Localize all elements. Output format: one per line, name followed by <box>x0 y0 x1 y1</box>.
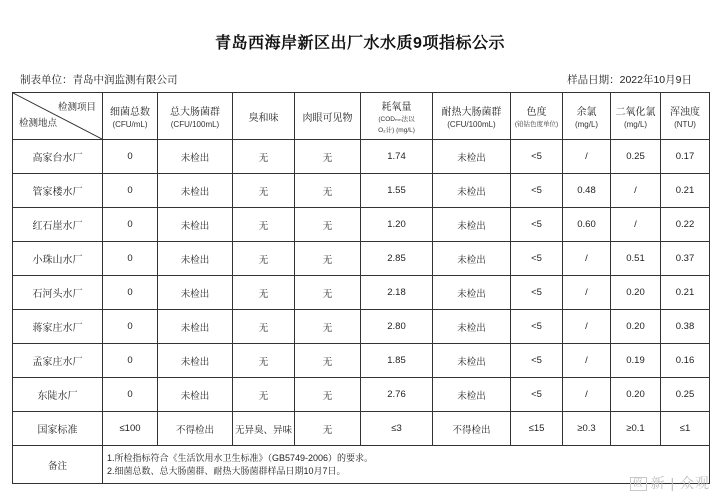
value-cell: 无 <box>295 174 361 208</box>
value-cell: 不得检出 <box>433 412 511 446</box>
value-cell: 1.55 <box>361 174 433 208</box>
value-cell: 未检出 <box>158 276 233 310</box>
value-cell: 未检出 <box>433 344 511 378</box>
value-cell: <5 <box>511 378 563 412</box>
table-row <box>13 310 710 344</box>
value-cell: / <box>611 174 661 208</box>
note-label: 备注 <box>13 446 103 484</box>
value-cell: 0.38 <box>661 310 710 344</box>
value-cell: 无 <box>295 140 361 174</box>
value-cell: 未检出 <box>158 310 233 344</box>
location-cell: 蒋家庄水厂 <box>13 310 103 344</box>
location-cell: 东陡水厂 <box>13 378 103 412</box>
value-cell: 不得检出 <box>158 412 233 446</box>
value-cell: 未检出 <box>158 378 233 412</box>
value-cell: 0.21 <box>661 174 710 208</box>
value-cell: 未检出 <box>433 276 511 310</box>
value-cell: 0 <box>103 310 158 344</box>
header-row <box>13 93 710 140</box>
value-cell: 无 <box>295 344 361 378</box>
value-cell: 0.60 <box>563 208 611 242</box>
page-title: 青岛西海岸新区出厂水水质9项指标公示 <box>215 35 505 52</box>
header-oxygen-consumption: 耗氧量 (CODₘₙ法以 O₂计) (mg/L) <box>361 93 433 140</box>
table-row <box>13 208 710 242</box>
value-cell: 0.21 <box>661 276 710 310</box>
value-cell: 0 <box>103 242 158 276</box>
value-cell: 0.20 <box>611 276 661 310</box>
watermark <box>630 473 710 493</box>
header-bacteria: 细菌总数 (CFU/mL) <box>103 93 158 140</box>
value-cell: 2.85 <box>361 242 433 276</box>
value-cell: 0.48 <box>563 174 611 208</box>
header-residual-chlorine: 余氯 (mg/L) <box>563 93 611 140</box>
value-cell: ≥0.3 <box>563 412 611 446</box>
value-cell: 0 <box>103 378 158 412</box>
value-cell: 未检出 <box>433 378 511 412</box>
value-cell: 无 <box>233 378 295 412</box>
value-cell: 未检出 <box>158 344 233 378</box>
value-cell: 0.19 <box>611 344 661 378</box>
header-odor: 臭和味 <box>233 93 295 140</box>
note-row <box>13 446 710 484</box>
value-cell: 未检出 <box>433 242 511 276</box>
value-cell: 未检出 <box>433 310 511 344</box>
value-cell: 1.74 <box>361 140 433 174</box>
location-cell: 小珠山水厂 <box>13 242 103 276</box>
value-cell: 未检出 <box>433 174 511 208</box>
header-coliform: 总大肠菌群 (CFU/100mL) <box>158 93 233 140</box>
value-cell: 未检出 <box>433 140 511 174</box>
value-cell: 0 <box>103 174 158 208</box>
value-cell: 未检出 <box>158 208 233 242</box>
corner-header <box>13 93 103 140</box>
value-cell: 0.37 <box>661 242 710 276</box>
location-cell: 石河头水厂 <box>13 276 103 310</box>
value-cell: <5 <box>511 310 563 344</box>
table-row <box>13 242 710 276</box>
value-cell: <5 <box>511 276 563 310</box>
sample-date: 样品日期：2022年10月9日 <box>567 74 692 86</box>
table-row <box>13 344 710 378</box>
value-cell: 0.20 <box>611 310 661 344</box>
standard-row <box>13 412 710 446</box>
value-cell: 2.18 <box>361 276 433 310</box>
value-cell: 0.20 <box>611 378 661 412</box>
value-cell: ≤3 <box>361 412 433 446</box>
value-cell: 无 <box>233 344 295 378</box>
value-cell: ≥0.1 <box>611 412 661 446</box>
header-visible-matter: 肉眼可见物 <box>295 93 361 140</box>
location-cell: 高家台水厂 <box>13 140 103 174</box>
table-row <box>13 276 710 310</box>
value-cell: 2.76 <box>361 378 433 412</box>
watermark-text: 新 | 众观 <box>650 475 710 491</box>
value-cell: / <box>563 242 611 276</box>
value-cell: 0.25 <box>661 378 710 412</box>
value-cell: / <box>563 378 611 412</box>
value-cell: 0.51 <box>611 242 661 276</box>
table-row <box>13 174 710 208</box>
value-cell: / <box>611 208 661 242</box>
value-cell: 未检出 <box>158 140 233 174</box>
value-cell: 无 <box>295 208 361 242</box>
corner-items-label: 检测项目 <box>57 102 96 113</box>
header-thermotolerant-coliform: 耐热大肠菌群 (CFU/100mL) <box>433 93 511 140</box>
value-cell: 未检出 <box>158 242 233 276</box>
value-cell: 无 <box>233 242 295 276</box>
value-cell: ≤100 <box>103 412 158 446</box>
value-cell: 未检出 <box>433 208 511 242</box>
value-cell: / <box>563 140 611 174</box>
header-chlorine-dioxide: 二氧化氯 (mg/L) <box>611 93 661 140</box>
value-cell: 1.85 <box>361 344 433 378</box>
value-cell: 无 <box>295 242 361 276</box>
value-cell: 无 <box>233 208 295 242</box>
value-cell: 无 <box>295 276 361 310</box>
value-cell: / <box>563 344 611 378</box>
note-line: 2.细菌总数、总大肠菌群、耐热大肠菌群样品日期10月7日。 <box>107 465 346 476</box>
value-cell: 0.25 <box>611 140 661 174</box>
value-cell: ≤1 <box>661 412 710 446</box>
water-quality-table <box>12 92 710 484</box>
value-cell: <5 <box>511 208 563 242</box>
value-cell: 0 <box>103 140 158 174</box>
prepared-by: 制表单位：青岛中润监测有限公司 <box>20 74 178 86</box>
value-cell: 无 <box>295 378 361 412</box>
location-cell: 管家楼水厂 <box>13 174 103 208</box>
value-cell: <5 <box>511 174 563 208</box>
corner-location-label: 检测地点 <box>19 118 58 129</box>
table-row <box>13 140 710 174</box>
header-color: 色度 (铂钴色度单位) <box>511 93 563 140</box>
location-cell: 国家标准 <box>13 412 103 446</box>
note-line: 1.所检指标符合《生活饮用水卫生标准》（GB5749-2006）的要求。 <box>107 452 374 463</box>
value-cell: 0 <box>103 276 158 310</box>
header-turbidity: 浑浊度 (NTU) <box>661 93 710 140</box>
value-cell: <5 <box>511 140 563 174</box>
location-cell: 红石崖水厂 <box>13 208 103 242</box>
note-content <box>103 446 710 484</box>
value-cell: 无 <box>233 276 295 310</box>
value-cell: 0 <box>103 344 158 378</box>
value-cell: ≤15 <box>511 412 563 446</box>
value-cell: 0.22 <box>661 208 710 242</box>
watermark-logo-icon: 值 <box>630 477 647 491</box>
location-cell: 孟家庄水厂 <box>13 344 103 378</box>
value-cell: 未检出 <box>158 174 233 208</box>
value-cell: 0.16 <box>661 344 710 378</box>
value-cell: 无 <box>233 310 295 344</box>
value-cell: 0.17 <box>661 140 710 174</box>
value-cell: 无异臭、异味 <box>233 412 295 446</box>
table-row <box>13 378 710 412</box>
value-cell: 无 <box>233 174 295 208</box>
value-cell: / <box>563 310 611 344</box>
value-cell: <5 <box>511 344 563 378</box>
value-cell: 0 <box>103 208 158 242</box>
value-cell: 无 <box>295 310 361 344</box>
value-cell: 无 <box>295 412 361 446</box>
value-cell: / <box>563 276 611 310</box>
value-cell: 2.80 <box>361 310 433 344</box>
value-cell: 无 <box>233 140 295 174</box>
value-cell: <5 <box>511 242 563 276</box>
value-cell: 1.20 <box>361 208 433 242</box>
